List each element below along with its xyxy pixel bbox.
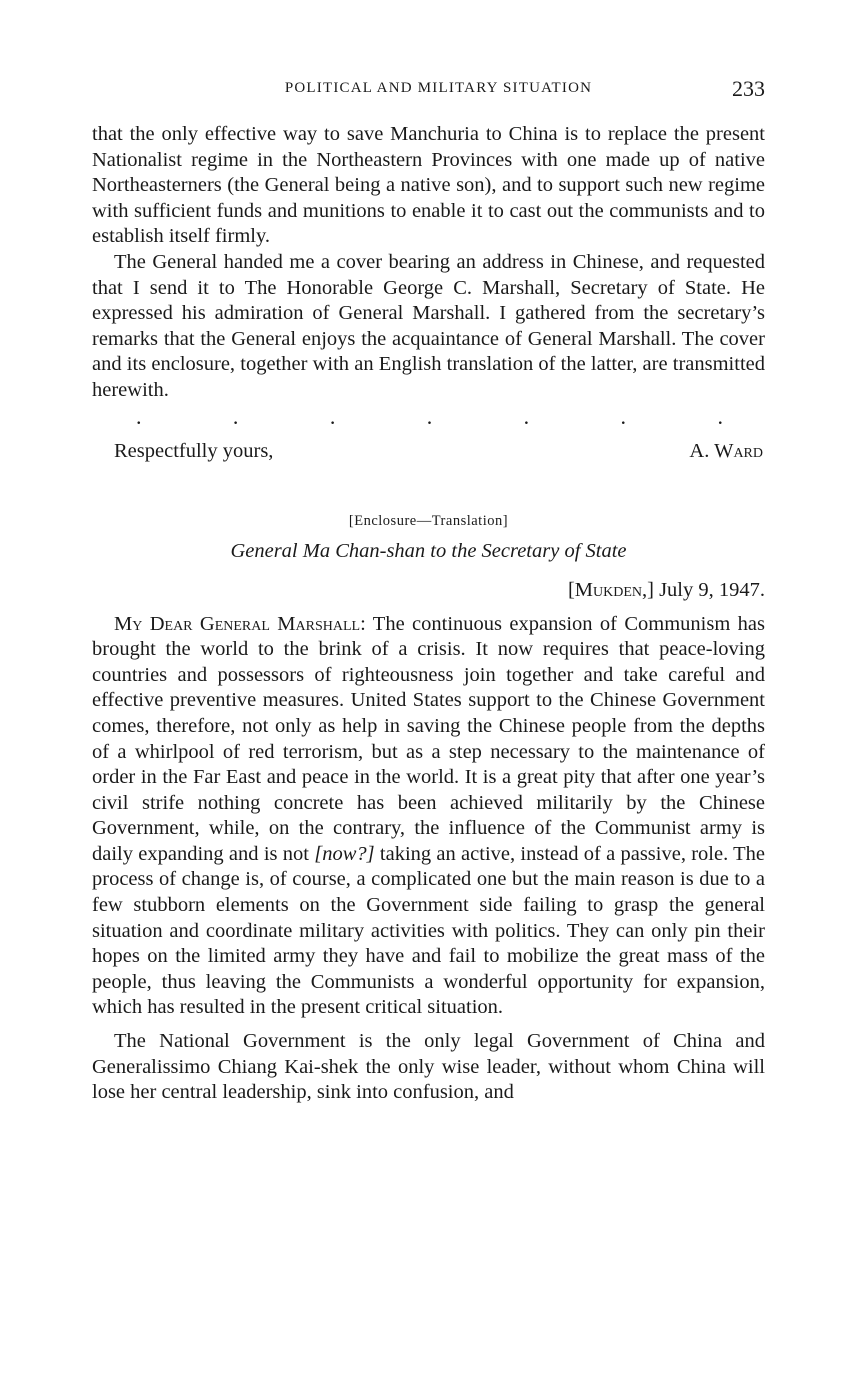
- ellipsis-dot: .: [232, 403, 239, 429]
- enclosure-paragraph-1: [92, 612, 765, 1022]
- editorial-bracket: [now?]: [314, 842, 375, 865]
- enclosure-paragraph-2: The National Government is the only legal Government of China and Generalissimo Chiang Kai-shek the only wise leader, without whom China will lose her central leadership, sink into confusion, and: [92, 1030, 765, 1104]
- dateline: [92, 579, 765, 602]
- ellipsis-dot: .: [717, 403, 723, 429]
- running-header: [92, 76, 765, 106]
- dateline-date: July 9, 1947.: [659, 578, 765, 601]
- document-page: [92, 76, 765, 1106]
- dateline-place: [Mukden,]: [567, 578, 654, 601]
- closing-row: [92, 440, 765, 463]
- enclosure-label: [Enclosure—Translation]: [348, 512, 509, 529]
- closing-phrase: Respectfully yours,: [114, 439, 274, 462]
- ellipsis-dot: .: [523, 403, 530, 429]
- running-title: POLITICAL AND MILITARY SITUATION: [284, 80, 593, 96]
- ellipsis-dot: .: [426, 403, 433, 429]
- salutation: My Dear General Marshall: [114, 612, 361, 635]
- letter-paragraph-2: The General handed me a cover bearing an address in Chinese, and requested that I send it to The Honorable George C. Marshall, Secretary of State. He expressed his admiration of General Marshall. I gathered from the secretary’s remarks that the General enjoys the acquaintance of General Marshall. The cover and its enclosure, together with an English translation of the latter, are transmitted herewith.: [92, 250, 765, 401]
- page-number: 233: [732, 76, 765, 101]
- enclosure-paragraph-1-rest: taking an active, instead of a passive, role. The process of change is, of course, a complicated one but the main reason is due to a few stubborn elements on the Government side failing to grasp the general situation and coordinate military activities with politics. They can only pin their hopes on the limited army they have and fail to mobilize the great mass of the people, thus leaving the Communists a wonderful opportunity for expansion, which has resulted in the present critical situation.: [92, 842, 765, 1019]
- signature: A. Ward: [689, 439, 763, 462]
- enclosure-title: General Ma Chan-shan to the Secretary of State: [230, 539, 627, 562]
- ellipsis-dots: [92, 403, 765, 432]
- ellipsis-dot: .: [620, 403, 627, 429]
- letter-paragraph-1: that the only effective way to save Manchuria to China is to replace the present Nationalist regime in the Northeastern Provinces with one made up of native Northeasterners (the General being a native son), and to support such new regime with sufficient funds and munitions to enable it to cast out the communists and to establish itself firmly.: [92, 123, 765, 248]
- ellipsis-dot: .: [136, 403, 142, 429]
- enclosure-paragraph-1-text: : The continuous expansion of Communism has brought the world to the brink of a crisis. It now requires that peace-loving countries and possessors of righteousness join together and take careful and effective preventive measures. United States support to the Chinese Government comes, therefore, not only as help in saving the Chinese people from the depths of a whirlpool of red terrorism, but as a step necessary to the maintenance of order in the Far East and peace in the world. It is a great pity that after one year’s civil strife nothing concrete has been achieved militarily by the Chinese Government, while, on the contrary, the influence of the Communist army is daily expanding and is not: [92, 612, 765, 865]
- ellipsis-dot: .: [329, 403, 336, 429]
